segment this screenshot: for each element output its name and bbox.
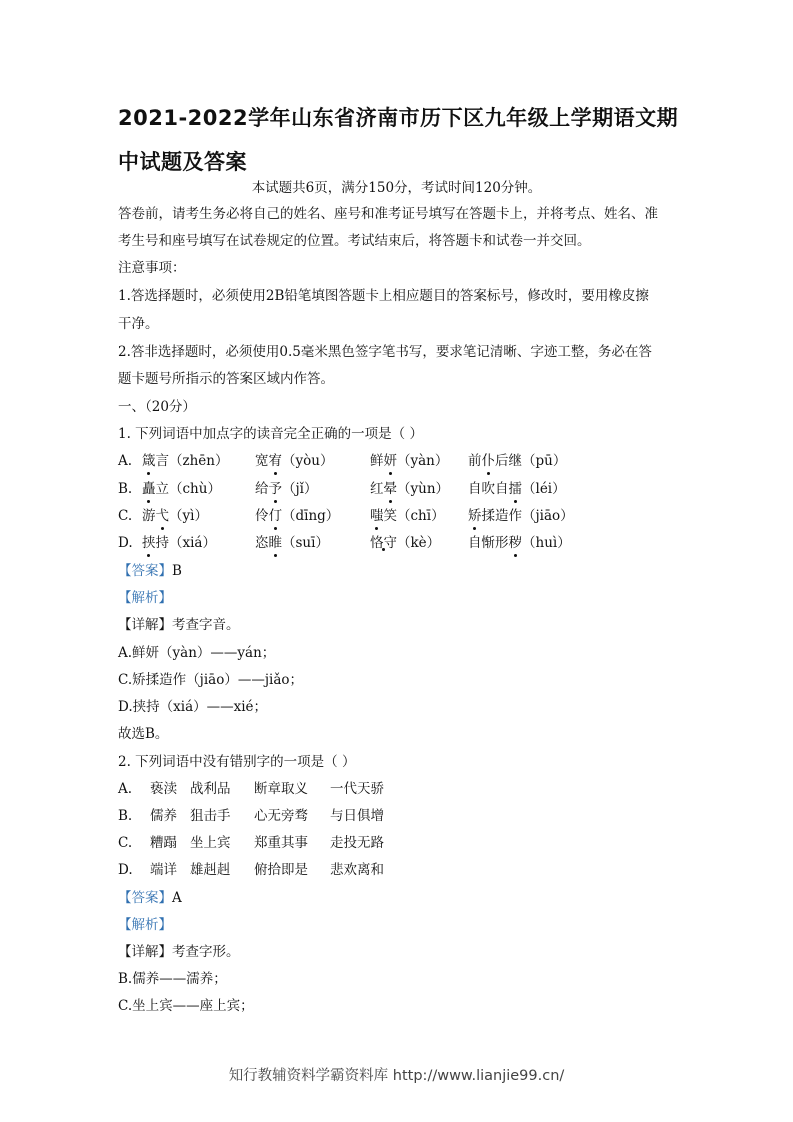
option-letter: D. [118,862,133,878]
option-word: 走投无路 [330,835,384,851]
dotted-character: 弋 [155,508,169,524]
option-letter: A. [118,453,133,469]
word-text: 游 [142,508,156,524]
word-text: 守（kè） [383,535,441,551]
word-text: 立（chù） [155,481,221,497]
notice-item: 题卡题号所指示的答案区域内作答。 [118,371,334,387]
notice-heading: 注意事项： [118,260,186,276]
answer-value: A [172,890,182,906]
word-text: 恣 [255,535,269,551]
option-word [142,506,208,526]
explanation-line: 故选B。 [118,726,169,742]
dotted-character: 宥 [268,453,282,469]
option-word: 狙击手 [190,808,231,824]
option-word: 亵渎 [150,781,177,797]
option-word [370,506,445,526]
word-text: 前 [468,453,482,469]
word-text: （suī） [282,535,329,551]
word-text: （yì） [169,508,208,524]
dotted-character: 晕 [383,481,397,497]
analysis-tag: 【解析】 [118,590,172,606]
option-word [255,451,333,471]
answer-line [118,561,182,581]
word-text: （dīng） [282,508,340,524]
question-2-stem: 2. 下列词语中没有错别字的一项是（ ） [118,754,356,770]
notice-item: 1.答选择题时，必须使用2B铅笔填图答题卡上相应题目的答案标号，修改时，要用橡皮擦 [118,288,649,304]
explanation-line: A.鲜妍（yàn）——yán； [118,645,276,661]
detail-line: 【详解】考查字音。 [118,617,240,633]
word-text: 言（zhēn） [155,453,229,469]
explanation-line: D.挟持（xiá）——xié； [118,699,268,715]
word-text: （yòu） [282,453,334,469]
option-word [142,479,221,499]
word-text: 鲜 [370,453,384,469]
option-word [142,533,216,553]
option-word: 战利品 [190,781,231,797]
analysis-tag: 【解析】 [118,917,172,933]
option-letter: C. [118,508,133,524]
option-letter: A. [118,781,133,797]
explanation-line: C.矫揉造作（jiāo）——jiǎo； [118,672,303,688]
detail-line: 【详解】考查字形。 [118,944,240,960]
option-word [142,451,229,471]
explanation-line: C.坐上宾——座上宾； [118,998,254,1014]
instruction-line: 考生号和座号填写在试卷规定的位置。考试结束后，将答题卡和试卷一并交回。 [118,233,591,249]
word-text: （léi） [522,481,566,497]
option-word [468,479,566,499]
explanation-line: B.儒养——濡养； [118,971,227,987]
option-word: 雄赳赳 [190,862,231,878]
option-word: 心无旁骛 [254,808,308,824]
option-word: 一代天骄 [330,781,384,797]
option-word: 端详 [150,862,177,878]
answer-tag: 【答案】 [118,890,172,906]
question-1-stem: 1. 下列词语中加点字的读音完全正确的一项是（ ） [118,426,423,442]
dotted-character: 嗤 [370,508,384,524]
option-word: 断章取义 [254,781,308,797]
instruction-line: 答卷前，请考生务必将自己的姓名、座号和准考证号填写在答题卡上，并将考点、姓名、准 [118,206,658,222]
word-text: 宽 [255,453,269,469]
answer-tag: 【答案】 [118,563,172,579]
option-letter: C. [118,835,133,851]
word-text: 自吹自 [468,481,509,497]
exam-summary: 本试题共6页，满分150分，考试时间120分钟。 [251,180,542,196]
dotted-character: 仆 [481,453,495,469]
option-word: 坐上宾 [190,835,231,851]
word-text: 后继（pū） [495,453,567,469]
dotted-character: 睢 [268,535,282,551]
word-text: 伶 [255,508,269,524]
section-heading: 一、（20分） [118,399,196,415]
option-word [255,479,318,499]
footer-watermark: 知行教辅资料学霸资料库 http://www.lianjie99.cn/ [228,1068,565,1084]
option-word: 郑重其事 [254,835,308,851]
option-word [255,533,329,553]
dotted-character: 擂 [508,481,522,497]
option-word: 与日俱增 [330,808,384,824]
word-text: （huì） [522,535,571,551]
answer-line [118,888,182,908]
word-text: 笑（chī） [383,508,445,524]
word-text: 自惭形 [468,535,509,551]
option-word [370,451,448,471]
answer-value: B [172,563,182,579]
word-text: （yùn） [397,481,450,497]
dotted-character: 妍 [383,453,397,469]
dotted-character: 矗 [142,481,156,497]
option-letter: B. [118,808,133,824]
word-text: 红 [370,481,384,497]
option-word [468,506,574,526]
option-word [370,533,440,553]
dotted-character: 予 [268,481,282,497]
word-text: 持（xiá） [155,535,216,551]
option-word [468,451,566,471]
option-letter: B. [118,481,133,497]
word-text: 恪 [370,535,384,551]
word-text: 给 [255,481,269,497]
option-word: 俯拾即是 [254,862,308,878]
option-word: 糟蹋 [150,835,177,851]
dotted-character: 矫 [468,508,482,524]
option-word [255,506,339,526]
option-word: 悲欢离和 [330,862,384,878]
option-word: 儒养 [150,808,177,824]
option-word [468,533,571,553]
dotted-character: 箴 [142,453,156,469]
notice-item: 干净。 [118,316,159,332]
document-title: 2021-2022学年山东省济南市历下区九年级上学期语文期中试题及答案 [118,106,679,174]
dotted-character: 秽 [508,535,522,551]
dotted-character: 挟 [142,535,156,551]
option-word [370,479,449,499]
word-text: （yàn） [397,453,449,469]
dotted-character: 仃 [268,508,282,524]
word-text: （jǐ） [282,481,318,497]
option-letter: D. [118,535,133,551]
notice-item: 2.答非选择题时，必须使用0.5毫米黑色签字笔书写，要求笔记清晰、字迹工整，务必在答 [118,344,652,360]
word-text: 揉造作（jiāo） [481,508,574,524]
